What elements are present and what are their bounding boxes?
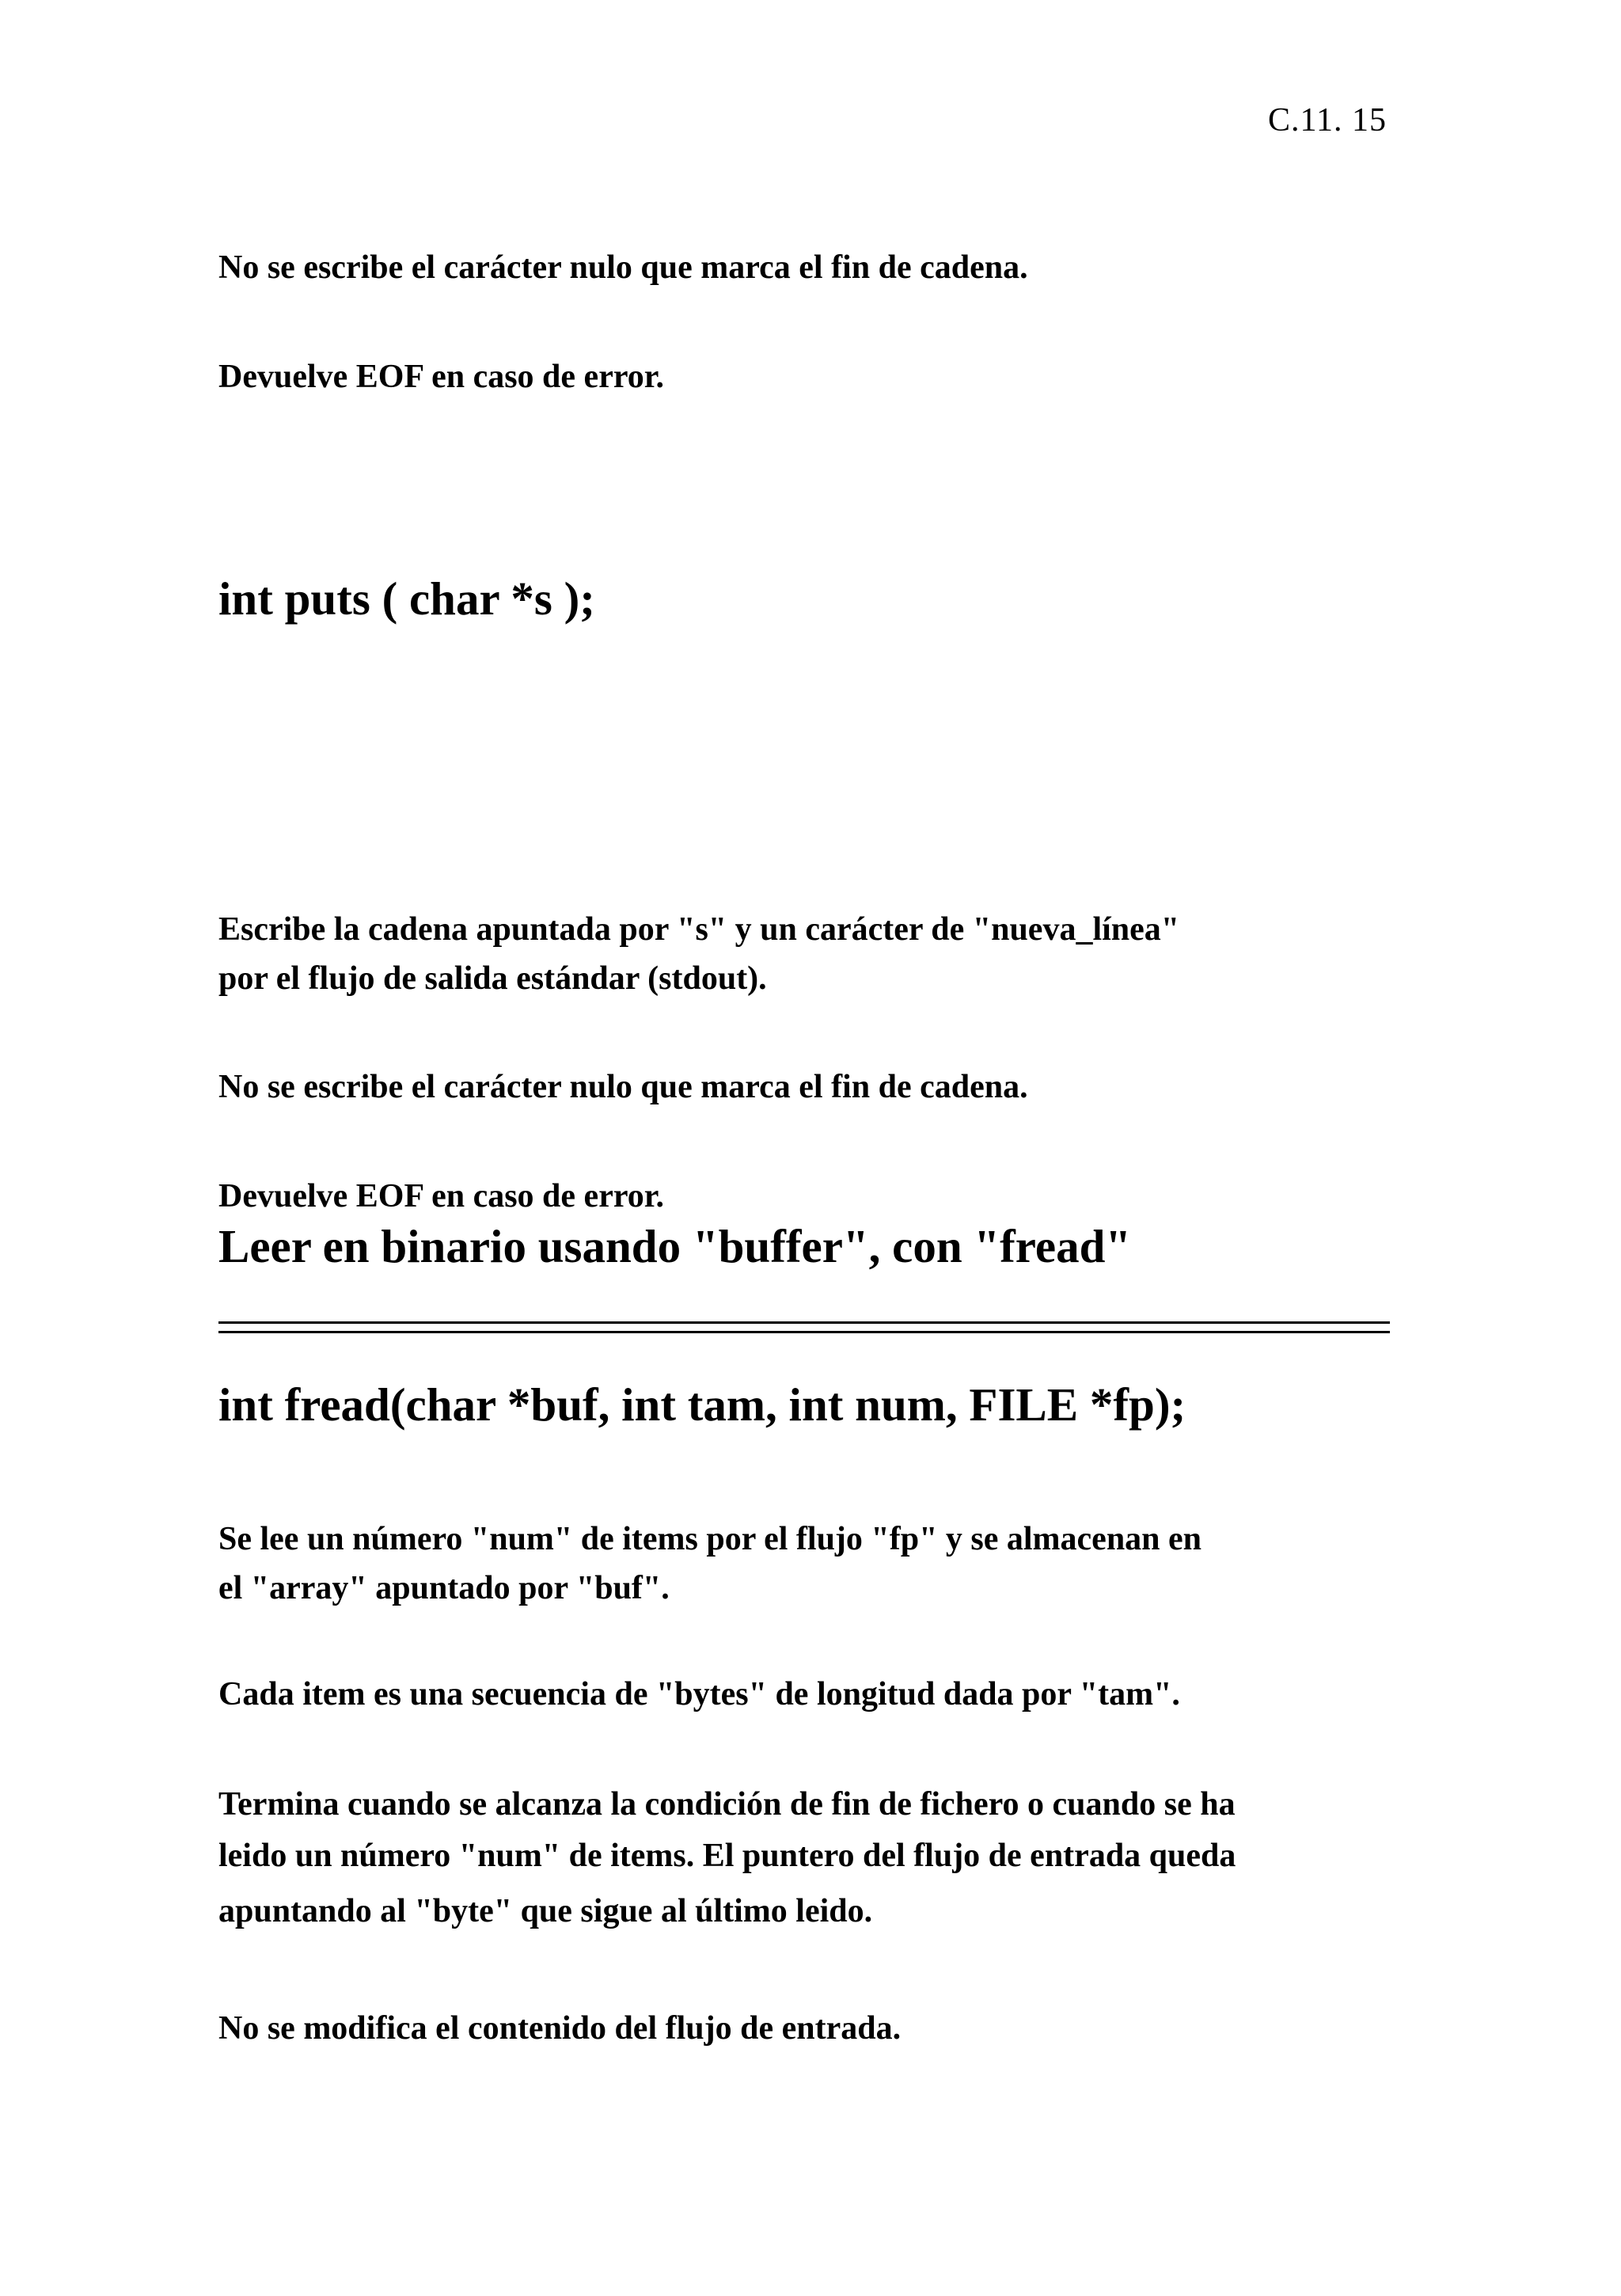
fread-description-line-2: el "array" apuntado por "buf". bbox=[218, 1570, 670, 1606]
fread-termination-line-3: apuntando al "byte" que sigue al último leido. bbox=[218, 1893, 873, 1929]
fread-no-modify-note: No se modifica el contenido del flujo de entrada. bbox=[218, 2010, 902, 2047]
section-divider-bottom bbox=[218, 1331, 1390, 1333]
puts-note-null-char: No se escribe el carácter nulo que marca el fin de cadena. bbox=[218, 1069, 1028, 1105]
fputs-note-eof: Devuelve EOF en caso de error. bbox=[218, 359, 665, 395]
fread-signature: int fread(char *buf, int tam, int num, FILE *fp); bbox=[218, 1378, 1186, 1431]
fread-description-line-1: Se lee un número "num" de items por el flujo "fp" y se almacenan en bbox=[218, 1521, 1202, 1557]
fread-section-title: Leer en binario usando "buffer", con "fread" bbox=[218, 1220, 1132, 1272]
puts-description-line-1: Escribe la cadena apuntada por "s" y un carácter de "nueva_línea" bbox=[218, 911, 1180, 948]
page-number: C.11. 15 bbox=[1268, 102, 1387, 139]
fread-termination-line-1: Termina cuando se alcanza la condición de fin de fichero o cuando se ha bbox=[218, 1786, 1236, 1823]
fread-item-description: Cada item es una secuencia de "bytes" de longitud dada por "tam". bbox=[218, 1676, 1180, 1712]
puts-signature: int puts ( char *s ); bbox=[218, 572, 595, 625]
fputs-note-null-char: No se escribe el carácter nulo que marca el fin de cadena. bbox=[218, 249, 1028, 286]
section-divider-top bbox=[218, 1321, 1390, 1324]
puts-description-line-2: por el flujo de salida estándar (stdout). bbox=[218, 960, 767, 997]
puts-note-eof: Devuelve EOF en caso de error. bbox=[218, 1178, 665, 1215]
fread-termination-line-2: leido un número "num" de items. El puntero del flujo de entrada queda bbox=[218, 1838, 1236, 1874]
